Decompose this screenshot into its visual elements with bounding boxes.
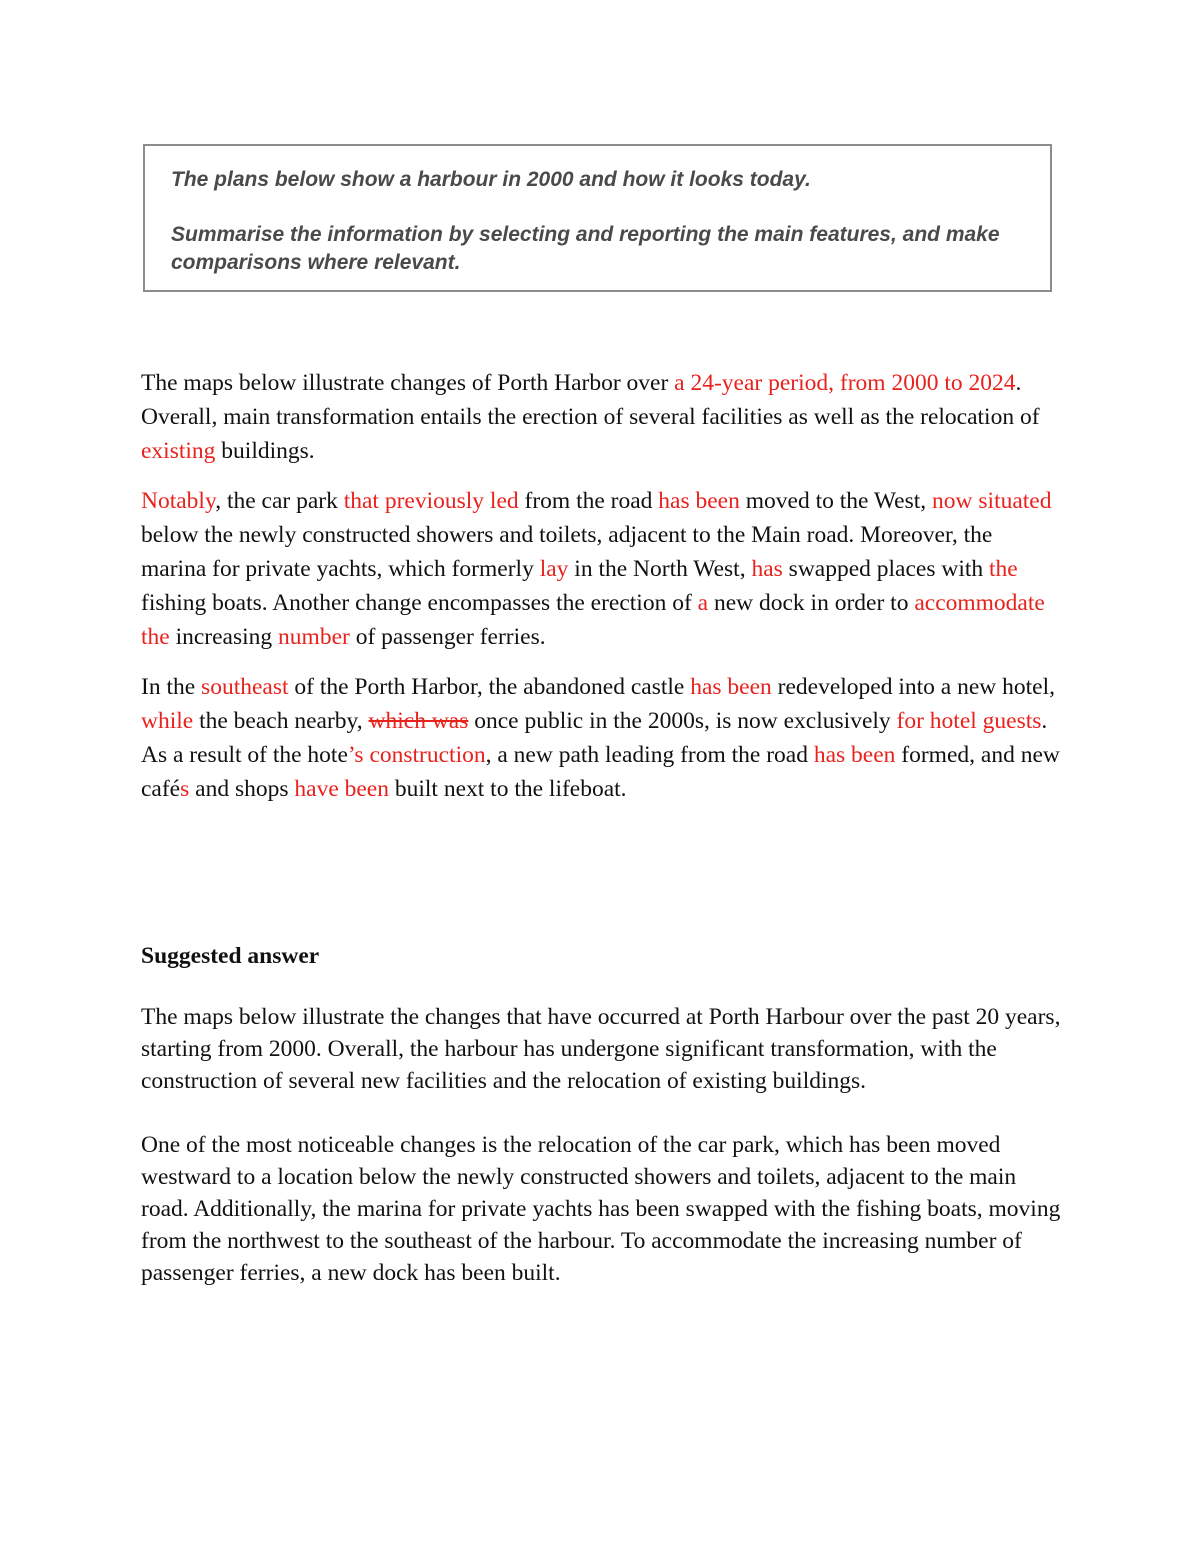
essay-paragraph-1 [141,366,1061,468]
correction-text: ’s construction [347,742,486,768]
correction-text: has [751,556,783,582]
task-prompt-line: The plans below show a harbour in 2000 and how it looks today. [171,168,811,191]
correction-text: number [278,624,350,650]
task-instruction: Summarise the information by selecting and reporting the main features, and make comparisons where relevant. [171,223,1000,274]
essay-text: moved to the West, [739,488,933,514]
essay-text: . As a result of the hote [141,708,1048,768]
essay-text: once public in the 2000s, is now exclusively [468,708,897,734]
correction-text: existing [141,438,216,464]
essay-text: , a new path leading from the road [485,742,814,768]
essay-text: from the road [518,488,659,514]
correction-text: have been [294,776,389,802]
corrected-essay [141,366,1061,822]
task-prompt-box [143,144,1052,292]
essay-text: in the North West, [568,556,752,582]
correction-text: for hotel guests [896,708,1042,734]
essay-paragraph-3 [141,670,1061,806]
essay-text: of the Porth Harbor, the abandoned castle [288,674,691,700]
essay-text: redeveloped into a new hotel, [771,674,1055,700]
correction-text: s [180,776,190,802]
essay-text: built next to the lifeboat. [389,776,627,802]
correction-text: has been [658,488,740,514]
deleted-text: which was [368,708,469,734]
correction-text: that previously led [343,488,519,514]
correction-text: a 24-year period, from 2000 to 2024 [674,370,1016,396]
suggested-answer [141,1001,1066,1321]
essay-text: the beach nearby, [193,708,369,734]
correction-text: the [989,556,1018,582]
correction-text: while [141,708,194,734]
essay-text: below the newly constructed showers and toilets, adjacent to the Main road. Moreover, the marina for private yachts, which formerly [141,522,993,582]
essay-text: In the [141,674,202,700]
essay-text: The maps below illustrate changes of Porth Harbor over [141,370,675,396]
essay-text: , the car park [215,488,344,514]
essay-text: of passenger ferries. [349,624,546,650]
essay-text: and shops [189,776,295,802]
correction-text: Notably [141,488,216,514]
essay-text: increasing [169,624,279,650]
correction-text: now situated [932,488,1052,514]
correction-text: southeast [201,674,289,700]
answer-paragraph-1: The maps below illustrate the changes that have occurred at Porth Harbour over the past 20 years, starting from 2000. Overall, the harbour has undergone significant transformation, with the construction of several new facilities and the relocation of existing buildings. [141,1004,1061,1094]
essay-text: . Overall, main transformation entails the erection of several facilities as well as the relocation of [141,370,1040,430]
suggested-answer-heading: Suggested answer [141,943,320,969]
essay-text: buildings. [215,438,315,464]
answer-paragraph-2: One of the most noticeable changes is the relocation of the car park, which has been moved westward to a location below the newly constructed showers and toilets, adjacent to the main road. Additionally, the marina for private yachts has been swapped with the fishing boats, moving from the northwest to the southeast of the harbour. To accommodate the increasing number of passenger ferries, a new dock has been built. [141,1132,1061,1286]
correction-text: accommodate the [141,590,1045,650]
correction-text: has been [813,742,896,768]
essay-text: swapped places with [782,556,990,582]
correction-text: a [697,590,709,616]
correction-text: has been [690,674,772,700]
essay-text: new dock in order to [708,590,915,616]
essay-text: fishing boats. Another change encompasses the erection of [141,590,698,616]
essay-paragraph-2 [141,484,1061,654]
essay-text: formed, and new café [141,742,1060,802]
correction-text: lay [539,556,569,582]
